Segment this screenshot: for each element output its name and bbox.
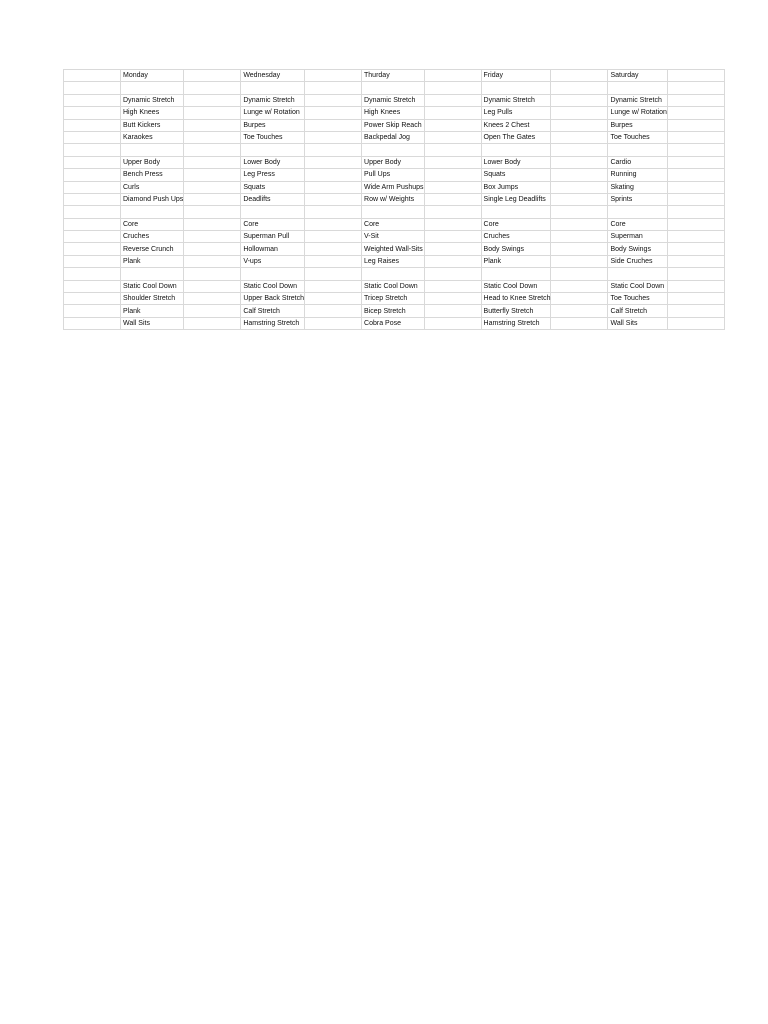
table-row xyxy=(64,305,725,317)
empty-cell[interactable] xyxy=(667,131,724,143)
gutter-cell[interactable] xyxy=(64,305,121,317)
empty-cell[interactable] xyxy=(551,231,608,243)
empty-cell[interactable] xyxy=(184,293,241,305)
empty-cell[interactable] xyxy=(184,231,241,243)
exercise-cell[interactable]: Bench Press xyxy=(121,169,184,181)
empty-cell[interactable] xyxy=(551,144,608,156)
exercise-cell[interactable]: Karaokes xyxy=(121,131,184,143)
blank-row xyxy=(64,144,725,156)
empty-cell[interactable] xyxy=(305,293,362,305)
exercise-cell[interactable]: Dynamic Stretch xyxy=(481,94,551,106)
empty-cell[interactable] xyxy=(305,218,362,230)
exercise-cell[interactable]: Curls xyxy=(121,181,184,193)
exercise-cell[interactable]: Static Cool Down xyxy=(241,280,305,292)
exercise-cell[interactable]: Lower Body xyxy=(481,156,551,168)
exercise-cell[interactable]: Leg Pulls xyxy=(481,107,551,119)
exercise-cell[interactable]: Leg Press xyxy=(241,169,305,181)
day-header-cell[interactable]: Monday xyxy=(121,70,184,82)
empty-cell[interactable] xyxy=(184,305,241,317)
empty-cell[interactable] xyxy=(551,82,608,94)
empty-cell[interactable] xyxy=(667,119,724,131)
exercise-cell[interactable]: Dynamic Stretch xyxy=(241,94,305,106)
empty-cell[interactable] xyxy=(551,193,608,205)
exercise-cell[interactable]: Butt Kickers xyxy=(121,119,184,131)
exercise-cell[interactable]: Reverse Crunch xyxy=(121,243,184,255)
empty-cell[interactable] xyxy=(551,181,608,193)
empty-cell[interactable] xyxy=(362,144,425,156)
gutter-cell[interactable] xyxy=(64,206,121,218)
empty-cell[interactable] xyxy=(424,243,481,255)
exercise-cell[interactable]: Power Skip Reach xyxy=(362,119,425,131)
exercise-cell[interactable]: Squats xyxy=(481,169,551,181)
exercise-cell[interactable]: Lunge w/ Rotation xyxy=(608,107,667,119)
exercise-cell[interactable]: Core xyxy=(121,218,184,230)
empty-cell[interactable] xyxy=(241,82,305,94)
empty-cell[interactable] xyxy=(667,206,724,218)
empty-cell[interactable] xyxy=(667,94,724,106)
gutter-cell[interactable] xyxy=(64,255,121,267)
exercise-cell[interactable]: Hamstring Stretch xyxy=(481,317,551,329)
table-row xyxy=(64,131,725,143)
empty-cell[interactable] xyxy=(667,144,724,156)
exercise-cell[interactable]: Burpes xyxy=(241,119,305,131)
empty-cell[interactable] xyxy=(184,317,241,329)
empty-cell[interactable] xyxy=(667,107,724,119)
empty-cell[interactable] xyxy=(667,255,724,267)
empty-cell[interactable] xyxy=(424,255,481,267)
empty-cell[interactable] xyxy=(184,94,241,106)
exercise-cell[interactable]: Open The Gates xyxy=(481,131,551,143)
empty-cell[interactable] xyxy=(362,268,425,280)
empty-cell[interactable] xyxy=(184,255,241,267)
empty-cell[interactable] xyxy=(667,169,724,181)
empty-cell[interactable] xyxy=(667,243,724,255)
empty-cell[interactable] xyxy=(551,305,608,317)
day-header-cell[interactable]: Friday xyxy=(481,70,551,82)
exercise-cell[interactable]: V-Sit xyxy=(362,231,425,243)
empty-cell[interactable] xyxy=(184,82,241,94)
empty-cell[interactable] xyxy=(121,82,184,94)
blank-row xyxy=(64,82,725,94)
empty-cell[interactable] xyxy=(121,144,184,156)
exercise-cell[interactable]: Wide Arm Pushups xyxy=(362,181,425,193)
empty-cell[interactable] xyxy=(667,193,724,205)
empty-cell[interactable] xyxy=(184,218,241,230)
exercise-cell[interactable]: Upper Body xyxy=(362,156,425,168)
exercise-cell[interactable]: Core xyxy=(241,218,305,230)
empty-cell[interactable] xyxy=(667,70,724,82)
empty-cell[interactable] xyxy=(184,181,241,193)
table-row xyxy=(64,243,725,255)
empty-cell[interactable] xyxy=(362,206,425,218)
empty-cell[interactable] xyxy=(305,144,362,156)
exercise-cell[interactable]: Side Cruches xyxy=(608,255,667,267)
empty-cell[interactable] xyxy=(305,231,362,243)
exercise-cell[interactable]: Plank xyxy=(121,305,184,317)
exercise-cell[interactable]: Upper Body xyxy=(121,156,184,168)
exercise-cell[interactable]: Butterfly Stretch xyxy=(481,305,551,317)
table-row xyxy=(64,70,725,82)
day-header-cell[interactable]: Saturday xyxy=(608,70,667,82)
exercise-cell[interactable]: Dynamic Stretch xyxy=(608,94,667,106)
empty-cell[interactable] xyxy=(424,206,481,218)
blank-row xyxy=(64,268,725,280)
exercise-cell[interactable]: Plank xyxy=(121,255,184,267)
empty-cell[interactable] xyxy=(608,82,667,94)
table-row xyxy=(64,193,725,205)
exercise-cell[interactable]: Skating xyxy=(608,181,667,193)
exercise-cell[interactable]: Hamstring Stretch xyxy=(241,317,305,329)
empty-cell[interactable] xyxy=(551,255,608,267)
exercise-cell[interactable]: Wall Sits xyxy=(121,317,184,329)
gutter-cell[interactable] xyxy=(64,181,121,193)
exercise-cell[interactable]: Core xyxy=(362,218,425,230)
empty-cell[interactable] xyxy=(667,181,724,193)
table-row xyxy=(64,231,725,243)
empty-cell[interactable] xyxy=(305,181,362,193)
exercise-cell[interactable]: Single Leg Deadlifts xyxy=(481,193,551,205)
empty-cell[interactable] xyxy=(608,206,667,218)
empty-cell[interactable] xyxy=(551,206,608,218)
table-row xyxy=(64,181,725,193)
gutter-cell[interactable] xyxy=(64,218,121,230)
gutter-cell[interactable] xyxy=(64,317,121,329)
table-row xyxy=(64,280,725,292)
empty-cell[interactable] xyxy=(667,82,724,94)
empty-cell[interactable] xyxy=(551,70,608,82)
exercise-cell[interactable]: Wall Sits xyxy=(608,317,667,329)
exercise-cell[interactable]: Core xyxy=(608,218,667,230)
table-row xyxy=(64,255,725,267)
exercise-cell[interactable]: Running xyxy=(608,169,667,181)
exercise-cell[interactable]: High Knees xyxy=(362,107,425,119)
empty-cell[interactable] xyxy=(121,206,184,218)
gutter-cell[interactable] xyxy=(64,280,121,292)
exercise-cell[interactable]: Knees 2 Chest xyxy=(481,119,551,131)
empty-cell[interactable] xyxy=(667,293,724,305)
exercise-cell[interactable]: Hollowman xyxy=(241,243,305,255)
empty-cell[interactable] xyxy=(424,119,481,131)
exercise-cell[interactable]: Pull Ups xyxy=(362,169,425,181)
exercise-cell[interactable]: Burpes xyxy=(608,119,667,131)
empty-cell[interactable] xyxy=(667,268,724,280)
exercise-cell[interactable]: Calf Stretch xyxy=(241,305,305,317)
empty-cell[interactable] xyxy=(305,70,362,82)
empty-cell[interactable] xyxy=(424,70,481,82)
empty-cell[interactable] xyxy=(184,107,241,119)
empty-cell[interactable] xyxy=(424,94,481,106)
gutter-cell[interactable] xyxy=(64,169,121,181)
exercise-cell[interactable]: V-ups xyxy=(241,255,305,267)
empty-cell[interactable] xyxy=(481,82,551,94)
empty-cell[interactable] xyxy=(362,82,425,94)
exercise-cell[interactable]: Cruches xyxy=(121,231,184,243)
empty-cell[interactable] xyxy=(305,280,362,292)
empty-cell[interactable] xyxy=(184,70,241,82)
gutter-cell[interactable] xyxy=(64,144,121,156)
empty-cell[interactable] xyxy=(424,317,481,329)
exercise-cell[interactable]: Tricep Stretch xyxy=(362,293,425,305)
empty-cell[interactable] xyxy=(667,280,724,292)
empty-cell[interactable] xyxy=(424,293,481,305)
empty-cell[interactable] xyxy=(424,144,481,156)
empty-cell[interactable] xyxy=(184,268,241,280)
empty-cell[interactable] xyxy=(424,193,481,205)
gutter-cell[interactable] xyxy=(64,70,121,82)
exercise-cell[interactable]: Weighted Wall-Sits xyxy=(362,243,425,255)
empty-cell[interactable] xyxy=(551,280,608,292)
table-row xyxy=(64,94,725,106)
exercise-cell[interactable]: Cardio xyxy=(608,156,667,168)
empty-cell[interactable] xyxy=(305,156,362,168)
exercise-cell[interactable]: Bicep Stretch xyxy=(362,305,425,317)
empty-cell[interactable] xyxy=(551,268,608,280)
table-row xyxy=(64,119,725,131)
exercise-cell[interactable]: Dynamic Stretch xyxy=(121,94,184,106)
empty-cell[interactable] xyxy=(424,218,481,230)
exercise-cell[interactable]: Box Jumps xyxy=(481,181,551,193)
table-row xyxy=(64,293,725,305)
empty-cell[interactable] xyxy=(551,293,608,305)
empty-cell[interactable] xyxy=(184,144,241,156)
empty-cell[interactable] xyxy=(551,94,608,106)
empty-cell[interactable] xyxy=(121,268,184,280)
exercise-cell[interactable]: Plank xyxy=(481,255,551,267)
empty-cell[interactable] xyxy=(305,131,362,143)
empty-cell[interactable] xyxy=(608,268,667,280)
empty-cell[interactable] xyxy=(424,268,481,280)
exercise-cell[interactable]: Static Cool Down xyxy=(608,280,667,292)
empty-cell[interactable] xyxy=(305,107,362,119)
empty-cell[interactable] xyxy=(184,280,241,292)
empty-cell[interactable] xyxy=(551,317,608,329)
empty-cell[interactable] xyxy=(305,317,362,329)
empty-cell[interactable] xyxy=(667,231,724,243)
empty-cell[interactable] xyxy=(241,144,305,156)
empty-cell[interactable] xyxy=(241,268,305,280)
empty-cell[interactable] xyxy=(667,156,724,168)
empty-cell[interactable] xyxy=(424,169,481,181)
empty-cell[interactable] xyxy=(241,206,305,218)
exercise-cell[interactable]: Row w/ Weights xyxy=(362,193,425,205)
exercise-cell[interactable]: Superman Pull xyxy=(241,231,305,243)
gutter-cell[interactable] xyxy=(64,231,121,243)
exercise-cell[interactable]: Static Cool Down xyxy=(362,280,425,292)
empty-cell[interactable] xyxy=(424,131,481,143)
empty-cell[interactable] xyxy=(551,218,608,230)
exercise-cell[interactable]: Toe Touches xyxy=(241,131,305,143)
empty-cell[interactable] xyxy=(184,206,241,218)
exercise-cell[interactable]: Body Swings xyxy=(608,243,667,255)
empty-cell[interactable] xyxy=(424,280,481,292)
empty-cell[interactable] xyxy=(551,156,608,168)
exercise-cell[interactable]: Leg Raises xyxy=(362,255,425,267)
empty-cell[interactable] xyxy=(305,255,362,267)
exercise-cell[interactable]: Core xyxy=(481,218,551,230)
empty-cell[interactable] xyxy=(424,107,481,119)
table-row xyxy=(64,156,725,168)
empty-cell[interactable] xyxy=(184,169,241,181)
gutter-cell[interactable] xyxy=(64,243,121,255)
table-row xyxy=(64,169,725,181)
empty-cell[interactable] xyxy=(424,156,481,168)
empty-cell[interactable] xyxy=(551,119,608,131)
exercise-cell[interactable]: High Knees xyxy=(121,107,184,119)
empty-cell[interactable] xyxy=(481,268,551,280)
empty-cell[interactable] xyxy=(424,82,481,94)
empty-cell[interactable] xyxy=(305,82,362,94)
empty-cell[interactable] xyxy=(305,169,362,181)
gutter-cell[interactable] xyxy=(64,131,121,143)
empty-cell[interactable] xyxy=(551,169,608,181)
empty-cell[interactable] xyxy=(551,107,608,119)
exercise-cell[interactable]: Static Cool Down xyxy=(121,280,184,292)
empty-cell[interactable] xyxy=(608,144,667,156)
gutter-cell[interactable] xyxy=(64,107,121,119)
exercise-cell[interactable]: Backpedal Jog xyxy=(362,131,425,143)
exercise-cell[interactable]: Toe Touches xyxy=(608,131,667,143)
exercise-cell[interactable]: Static Cool Down xyxy=(481,280,551,292)
empty-cell[interactable] xyxy=(184,156,241,168)
exercise-cell[interactable]: Calf Stretch xyxy=(608,305,667,317)
exercise-cell[interactable]: Deadlifts xyxy=(241,193,305,205)
empty-cell[interactable] xyxy=(424,231,481,243)
empty-cell[interactable] xyxy=(184,193,241,205)
empty-cell[interactable] xyxy=(184,243,241,255)
empty-cell[interactable] xyxy=(305,268,362,280)
empty-cell[interactable] xyxy=(305,305,362,317)
exercise-cell[interactable]: Superman xyxy=(608,231,667,243)
day-header-cell[interactable]: Thurday xyxy=(362,70,425,82)
empty-cell[interactable] xyxy=(667,218,724,230)
gutter-cell[interactable] xyxy=(64,193,121,205)
empty-cell[interactable] xyxy=(184,131,241,143)
gutter-cell[interactable] xyxy=(64,156,121,168)
workout-schedule-sheet xyxy=(63,69,725,330)
blank-row xyxy=(64,206,725,218)
gutter-cell[interactable] xyxy=(64,94,121,106)
empty-cell[interactable] xyxy=(184,119,241,131)
exercise-cell[interactable]: Sprints xyxy=(608,193,667,205)
table-row xyxy=(64,107,725,119)
empty-cell[interactable] xyxy=(305,119,362,131)
exercise-cell[interactable]: Lower Body xyxy=(241,156,305,168)
gutter-cell[interactable] xyxy=(64,82,121,94)
exercise-cell[interactable]: Cobra Pose xyxy=(362,317,425,329)
gutter-cell[interactable] xyxy=(64,119,121,131)
sheet-body xyxy=(64,70,725,330)
exercise-cell[interactable]: Cruches xyxy=(481,231,551,243)
exercise-cell[interactable]: Squats xyxy=(241,181,305,193)
empty-cell[interactable] xyxy=(667,305,724,317)
exercise-cell[interactable]: Head to Knee Stretch xyxy=(481,293,551,305)
table-row xyxy=(64,218,725,230)
exercise-cell[interactable]: Shoulder Stretch xyxy=(121,293,184,305)
exercise-cell[interactable]: Toe Touches xyxy=(608,293,667,305)
empty-cell[interactable] xyxy=(305,243,362,255)
empty-cell[interactable] xyxy=(551,243,608,255)
empty-cell[interactable] xyxy=(481,206,551,218)
empty-cell[interactable] xyxy=(667,317,724,329)
empty-cell[interactable] xyxy=(551,131,608,143)
empty-cell[interactable] xyxy=(424,181,481,193)
exercise-cell[interactable]: Body Swings xyxy=(481,243,551,255)
gutter-cell[interactable] xyxy=(64,268,121,280)
empty-cell[interactable] xyxy=(305,206,362,218)
exercise-cell[interactable]: Dynamic Stretch xyxy=(362,94,425,106)
gutter-cell[interactable] xyxy=(64,293,121,305)
exercise-cell[interactable]: Diamond Push Ups xyxy=(121,193,184,205)
empty-cell[interactable] xyxy=(305,193,362,205)
table-row xyxy=(64,317,725,329)
empty-cell[interactable] xyxy=(424,305,481,317)
exercise-cell[interactable]: Lunge w/ Rotation xyxy=(241,107,305,119)
day-header-cell[interactable]: Wednesday xyxy=(241,70,305,82)
empty-cell[interactable] xyxy=(305,94,362,106)
empty-cell[interactable] xyxy=(481,144,551,156)
exercise-cell[interactable]: Upper Back Stretch xyxy=(241,293,305,305)
